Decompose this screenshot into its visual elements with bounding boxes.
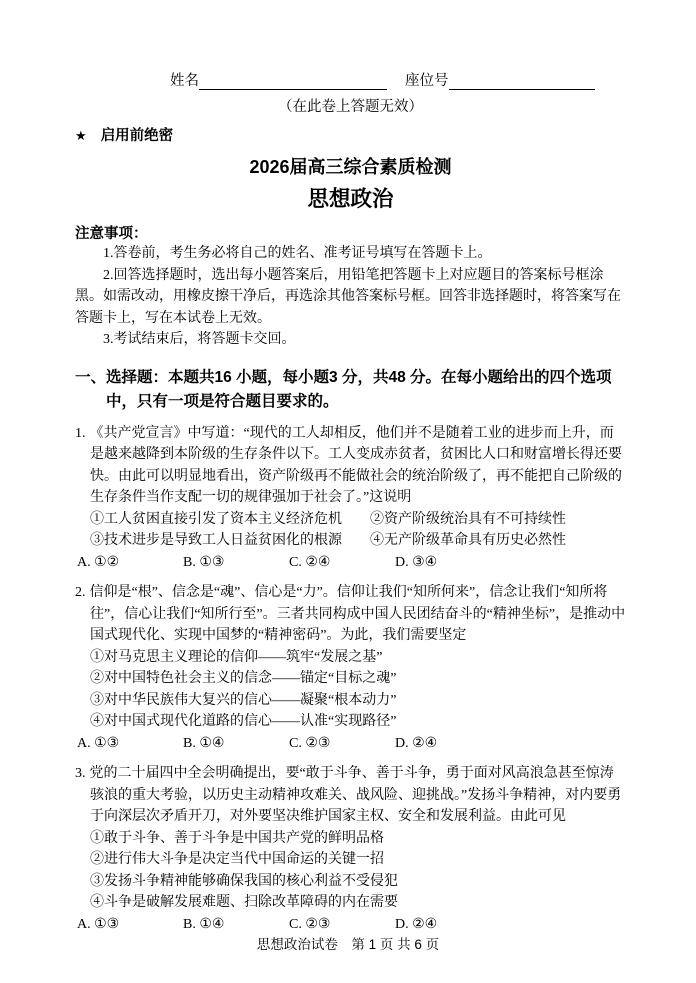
option-line: ②对中国特色社会主义的信念——锚定“目标之魂” [90,671,397,686]
question-number: 2. [75,585,86,600]
notice-item-1: 1.答卷前，考生务必将自己的姓名、准考证号填写在答题卡上。 [103,246,492,261]
option-line: ①对马克思主义理论的信仰——筑牢“发展之基” [90,649,383,665]
choice-a: A. ①② [77,554,120,570]
choice-b: B. ①④ [183,916,225,932]
choice-b: B. ①④ [183,735,225,751]
option-line: ④对中国式现代化道路的信心——认准“实现路径” [90,714,397,729]
question-stem [75,582,626,647]
name-label: 姓名 [170,73,199,89]
choices-row [75,552,626,574]
star-icon: ★ [75,128,87,143]
choice-c: C. ②③ [289,735,331,751]
option-line: ①敢于斗争、善于斗争是中国共产党的鲜明品格 [90,830,384,846]
notice-item-3: 3.考试结束后，将答题卡交回。 [103,332,296,347]
question-number: 1. [75,425,86,441]
option-line: ③发扬斗争精神能够确保我国的核心利益不受侵犯 [90,873,398,889]
question-text: 信仰是“根”、信念是“魂”、信心是“力”。信仰让我们“知所何来”，信念让我们“知所将往”，信心让我们“知所行至”。三者共同构成中国人民团结奋斗的“精神坐标”，是推动中国式现代化、实现中国梦的“精神密码”。为此，我们需要坚定 [89,585,626,643]
choices-row [75,733,626,755]
option-line: ③对中华民族伟大复兴的信心——凝聚“根本动力” [90,692,397,708]
notice-item-2: 2.回答选择题时，选出每小题答案后，用铅笔把答题卡上对应题目的答案标号框涂黑。如需改动，用橡皮擦干净后，再选涂其他答案标号框。回答非选择题时，将答案写在答题卡上，写在本试卷上无效。 [75,267,621,326]
secret-label: 启用前绝密 [100,128,174,144]
option-line: ①工人贫困直接引发了资本主义经济危机 ②资产阶级统治具有不可持续性 [90,511,566,527]
seat-label: 座位号 [405,73,449,89]
question-number: 3. [75,766,86,781]
choices-row [75,914,626,936]
choice-c: C. ②③ [289,916,331,932]
option-line: ④斗争是破解发展难题、扫除改革障碍的内在需要 [90,895,398,910]
choice-c: C. ②④ [289,554,331,570]
option-line: ③技术进步是导致工人日益贫困化的根源 ④无产阶级革命具有历史必然性 [90,533,566,548]
choice-d: D. ②④ [395,916,438,932]
question-3 [75,763,626,935]
choice-d: D. ③④ [395,554,438,570]
invalid-answer-note: （在此卷上答题无效） [278,99,423,115]
notice-heading: 注意事项： [75,226,148,242]
question-text: 党的二十届四中全会明确提出，要“敢于斗争、善于斗争，勇于面对风高浪急甚至惊涛骇浪的重大考验，以历史主动精神攻难关、战风险、迎挑战。”发扬斗争精神，对内要勇于向深层次矛盾开刀，对外要坚决维护国家主权、安全和发展利益。由此可见 [89,766,622,824]
notice-section [75,222,626,351]
exam-title: 2026届高三综合素质检测 [249,157,452,177]
question-text: 《共产党宣言》中写道：“现代的工人却相反，他们并不是随着工业的进步而上升，而是越来越降到本阶级的生存条件以下。工人变成赤贫者，贫困比人口和财富增长得还要快。由此可以明显地看出，资产阶级再不能做社会的统治阶级了，再不能把自己阶级的生存条件当作支配一切的规律强加于社会了。”这说明 [89,425,622,505]
page-footer: 思想政治试卷 第 1 页 共 6 页 [256,937,440,952]
question-stem [75,423,626,509]
question-stem [75,763,626,828]
choice-a: A. ①③ [77,916,120,932]
seat-blank-line [449,73,595,90]
subject-title: 思想政治 [307,187,394,211]
question-1 [75,423,626,574]
secret-line [75,124,626,145]
name-blank-line [199,73,387,90]
choice-a: A. ①③ [77,735,120,751]
name-seat-row [170,70,626,90]
question-2 [75,582,626,754]
choice-d: D. ②④ [395,735,438,751]
option-line: ②进行伟大斗争是决定当代中国命运的关键一招 [90,852,384,867]
section-heading: 一、选择题：本题共16 小题，每小题3 分，共48 分。在每小题给出的四个选项中，只有一项是符合题目要求的。 [75,368,612,410]
choice-b: B. ①③ [183,554,225,570]
